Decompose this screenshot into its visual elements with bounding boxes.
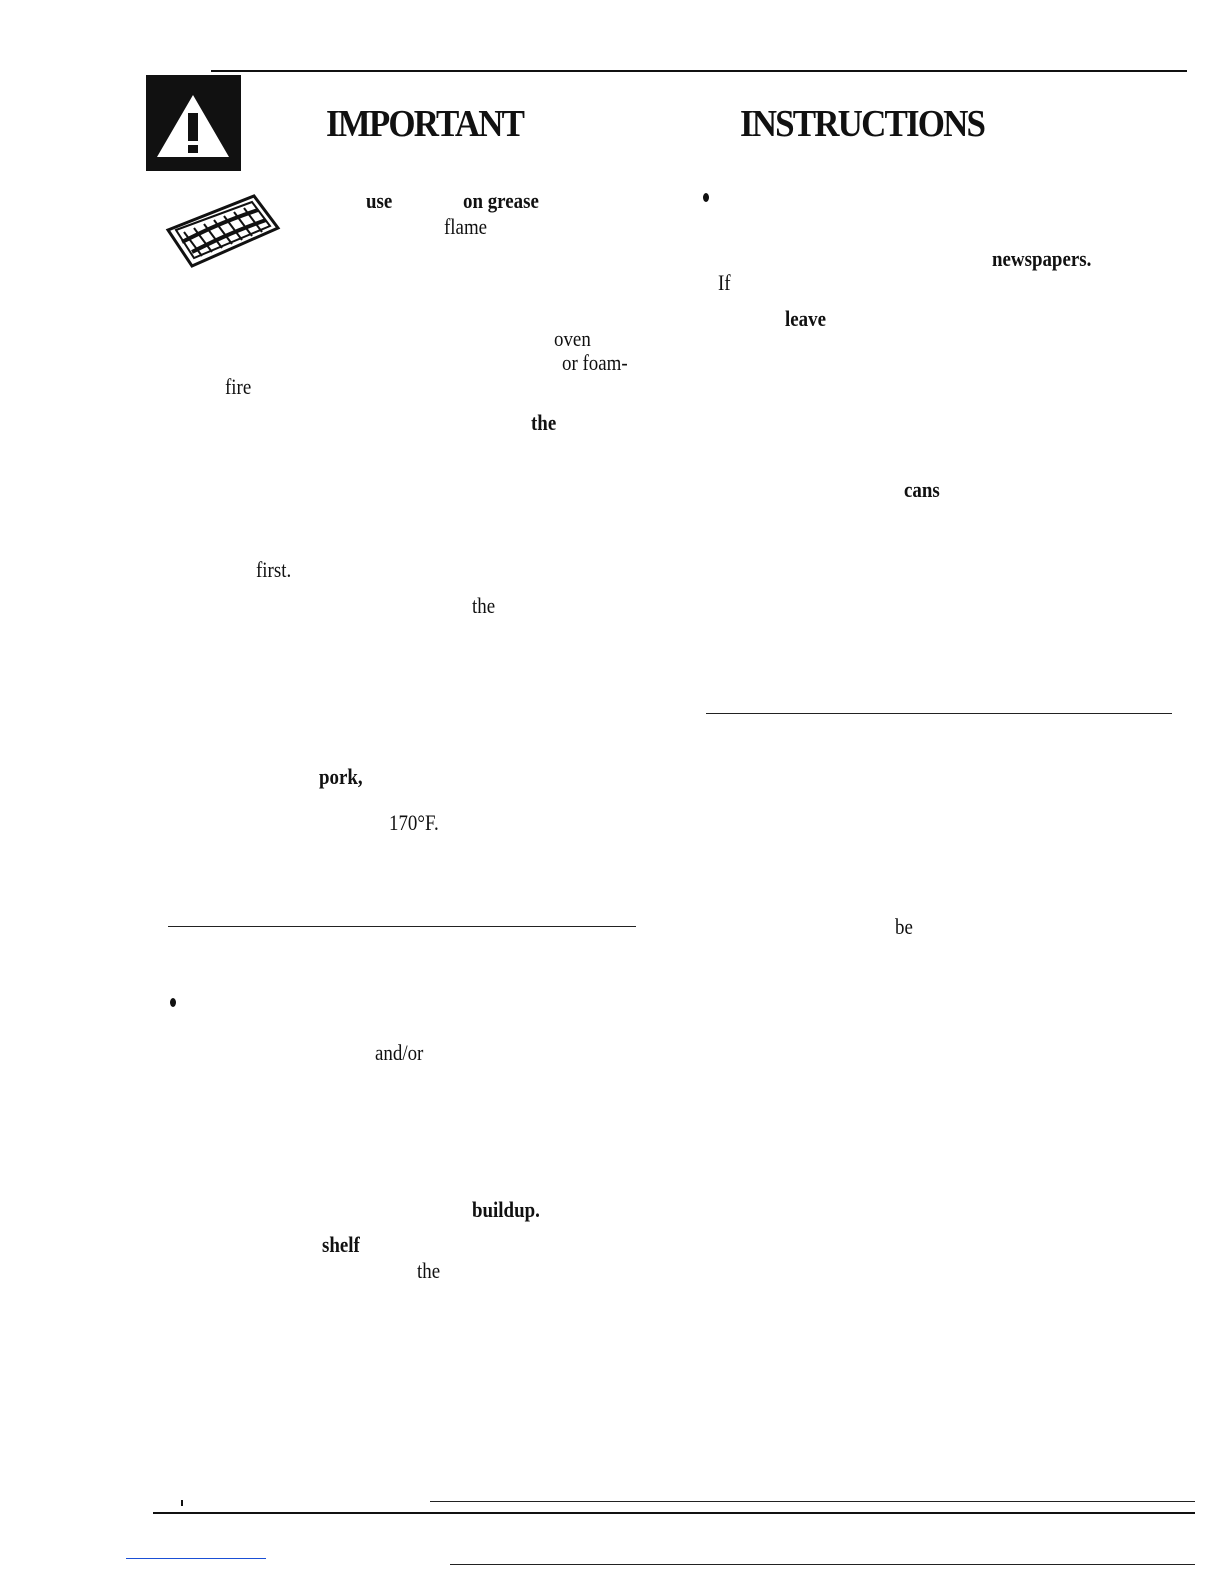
text-fire: fire: [225, 374, 252, 399]
link-underline: [126, 1558, 266, 1559]
bullet-left: [170, 998, 176, 1007]
text-170f: 170°F.: [389, 810, 439, 835]
text-and-or: and/or: [375, 1040, 424, 1065]
text-cans: cans: [904, 477, 940, 502]
text-flame: flame: [444, 214, 488, 239]
heading-instructions: INSTRUCTIONS: [740, 103, 985, 145]
bullet-right: [703, 193, 709, 202]
text-the-2: the: [472, 593, 496, 618]
text-newspapers: newspapers.: [992, 246, 1092, 271]
bottom-rule-upper: [430, 1501, 1195, 1502]
text-oven: oven: [554, 326, 591, 351]
footer-rule: [450, 1564, 1195, 1565]
warning-triangle-icon: [146, 75, 241, 171]
bottom-rule: [153, 1512, 1195, 1514]
text-buildup: buildup.: [472, 1197, 540, 1222]
text-the-3: the: [417, 1258, 441, 1283]
bottom-tick: [181, 1500, 183, 1506]
right-section-rule: [706, 713, 1172, 714]
text-on-grease: on grease: [463, 188, 539, 213]
top-rule: [211, 70, 1187, 72]
text-the-1: the: [531, 410, 557, 435]
heading-important: IMPORTANT: [326, 103, 524, 145]
text-first: first.: [256, 557, 292, 582]
warning-box: [146, 75, 241, 171]
text-pork: pork,: [319, 764, 363, 789]
text-if: If: [718, 270, 731, 295]
text-be: be: [895, 914, 913, 939]
text-leave: leave: [785, 306, 826, 331]
text-shelf: shelf: [322, 1232, 360, 1257]
left-section-rule: [168, 926, 636, 927]
text-or-foam: or foam-: [562, 350, 628, 375]
text-use: use: [366, 188, 393, 213]
broiler-pan-icon: [162, 192, 282, 272]
